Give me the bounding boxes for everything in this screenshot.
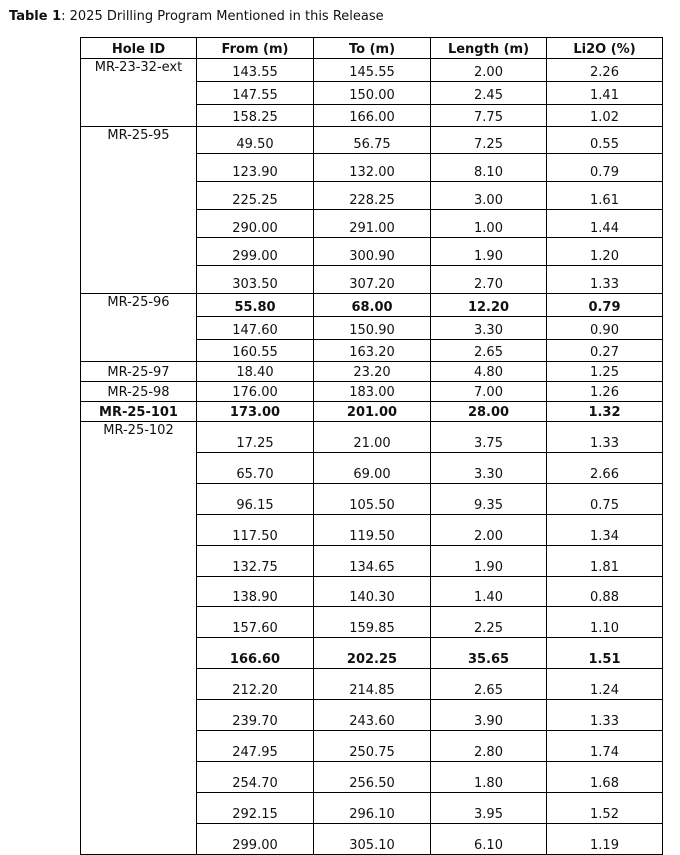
length-cell: 8.10 — [431, 154, 547, 182]
to-cell: 119.50 — [314, 515, 431, 546]
to-cell: 23.20 — [314, 362, 431, 382]
to-cell: 134.65 — [314, 546, 431, 577]
from-cell: 299.00 — [197, 824, 314, 855]
to-cell: 140.30 — [314, 577, 431, 607]
hole-id-cell: MR-25-95 — [81, 127, 197, 294]
hole-id-cell: MR-25-101 — [81, 402, 197, 422]
li2o-cell: 2.66 — [547, 453, 663, 484]
from-cell: 166.60 — [197, 638, 314, 669]
li2o-cell: 1.74 — [547, 731, 663, 762]
li2o-cell: 0.27 — [547, 340, 663, 362]
length-cell: 1.90 — [431, 238, 547, 266]
li2o-cell: 0.79 — [547, 294, 663, 317]
to-cell: 300.90 — [314, 238, 431, 266]
length-cell: 1.40 — [431, 577, 547, 607]
li2o-cell: 1.26 — [547, 382, 663, 402]
table-row — [81, 127, 663, 154]
li2o-cell: 1.52 — [547, 793, 663, 824]
from-cell: 212.20 — [197, 669, 314, 700]
length-cell: 2.00 — [431, 515, 547, 546]
li2o-cell: 1.61 — [547, 182, 663, 210]
li2o-cell: 1.02 — [547, 105, 663, 127]
li2o-cell: 0.55 — [547, 127, 663, 154]
li2o-cell: 1.32 — [547, 402, 663, 422]
length-cell: 3.30 — [431, 453, 547, 484]
header-from: From (m) — [197, 38, 314, 59]
length-cell: 4.80 — [431, 362, 547, 382]
li2o-cell: 1.33 — [547, 266, 663, 294]
from-cell: 290.00 — [197, 210, 314, 238]
to-cell: 202.25 — [314, 638, 431, 669]
hole-id-cell: MR-25-98 — [81, 382, 197, 402]
to-cell: 56.75 — [314, 127, 431, 154]
drilling-results-table — [80, 37, 663, 855]
to-cell: 250.75 — [314, 731, 431, 762]
from-cell: 132.75 — [197, 546, 314, 577]
from-cell: 138.90 — [197, 577, 314, 607]
li2o-cell: 1.25 — [547, 362, 663, 382]
to-cell: 68.00 — [314, 294, 431, 317]
li2o-cell: 1.44 — [547, 210, 663, 238]
from-cell: 96.15 — [197, 484, 314, 515]
from-cell: 158.25 — [197, 105, 314, 127]
from-cell: 55.80 — [197, 294, 314, 317]
table-row — [81, 382, 663, 402]
from-cell: 247.95 — [197, 731, 314, 762]
hole-id-cell: MR-25-102 — [81, 422, 197, 855]
length-cell: 2.70 — [431, 266, 547, 294]
to-cell: 150.90 — [314, 317, 431, 340]
to-cell: 163.20 — [314, 340, 431, 362]
length-cell: 7.25 — [431, 127, 547, 154]
length-cell: 1.90 — [431, 546, 547, 577]
from-cell: 239.70 — [197, 700, 314, 731]
to-cell: 243.60 — [314, 700, 431, 731]
li2o-cell: 0.79 — [547, 154, 663, 182]
li2o-cell: 1.20 — [547, 238, 663, 266]
from-cell: 18.40 — [197, 362, 314, 382]
from-cell: 160.55 — [197, 340, 314, 362]
to-cell: 291.00 — [314, 210, 431, 238]
li2o-cell: 1.41 — [547, 82, 663, 105]
length-cell: 12.20 — [431, 294, 547, 317]
length-cell: 3.00 — [431, 182, 547, 210]
from-cell: 65.70 — [197, 453, 314, 484]
table-header-row — [81, 38, 663, 59]
length-cell: 2.00 — [431, 59, 547, 82]
hole-id-cell: MR-23-32-ext — [81, 59, 197, 127]
to-cell: 166.00 — [314, 105, 431, 127]
length-cell: 2.65 — [431, 669, 547, 700]
table-row — [81, 422, 663, 453]
to-cell: 296.10 — [314, 793, 431, 824]
from-cell: 117.50 — [197, 515, 314, 546]
length-cell: 2.45 — [431, 82, 547, 105]
li2o-cell: 0.75 — [547, 484, 663, 515]
to-cell: 307.20 — [314, 266, 431, 294]
li2o-cell: 1.51 — [547, 638, 663, 669]
to-cell: 150.00 — [314, 82, 431, 105]
to-cell: 256.50 — [314, 762, 431, 793]
to-cell: 305.10 — [314, 824, 431, 855]
length-cell: 3.90 — [431, 700, 547, 731]
from-cell: 143.55 — [197, 59, 314, 82]
from-cell: 49.50 — [197, 127, 314, 154]
header-hole-id: Hole ID — [81, 38, 197, 59]
li2o-cell: 1.33 — [547, 422, 663, 453]
length-cell: 35.65 — [431, 638, 547, 669]
from-cell: 147.60 — [197, 317, 314, 340]
li2o-cell: 1.81 — [547, 546, 663, 577]
length-cell: 1.00 — [431, 210, 547, 238]
li2o-cell: 0.88 — [547, 577, 663, 607]
li2o-cell: 0.90 — [547, 317, 663, 340]
from-cell: 17.25 — [197, 422, 314, 453]
from-cell: 254.70 — [197, 762, 314, 793]
hole-id-cell: MR-25-97 — [81, 362, 197, 382]
li2o-cell: 1.33 — [547, 700, 663, 731]
from-cell: 157.60 — [197, 607, 314, 638]
from-cell: 299.00 — [197, 238, 314, 266]
table-caption — [9, 9, 384, 24]
li2o-cell: 1.24 — [547, 669, 663, 700]
length-cell: 3.75 — [431, 422, 547, 453]
from-cell: 303.50 — [197, 266, 314, 294]
table-row — [81, 402, 663, 422]
to-cell: 183.00 — [314, 382, 431, 402]
to-cell: 69.00 — [314, 453, 431, 484]
li2o-cell: 1.34 — [547, 515, 663, 546]
table-row — [81, 294, 663, 317]
from-cell: 173.00 — [197, 402, 314, 422]
table-row — [81, 362, 663, 382]
length-cell: 2.25 — [431, 607, 547, 638]
length-cell: 3.95 — [431, 793, 547, 824]
to-cell: 132.00 — [314, 154, 431, 182]
length-cell: 28.00 — [431, 402, 547, 422]
from-cell: 225.25 — [197, 182, 314, 210]
li2o-cell: 2.26 — [547, 59, 663, 82]
header-li2o: Li2O (%) — [547, 38, 663, 59]
length-cell: 2.80 — [431, 731, 547, 762]
length-cell: 7.00 — [431, 382, 547, 402]
from-cell: 292.15 — [197, 793, 314, 824]
to-cell: 21.00 — [314, 422, 431, 453]
header-to: To (m) — [314, 38, 431, 59]
to-cell: 105.50 — [314, 484, 431, 515]
table-caption-label: Table 1 — [9, 9, 62, 24]
to-cell: 201.00 — [314, 402, 431, 422]
length-cell: 3.30 — [431, 317, 547, 340]
to-cell: 145.55 — [314, 59, 431, 82]
length-cell: 7.75 — [431, 105, 547, 127]
header-length: Length (m) — [431, 38, 547, 59]
li2o-cell: 1.10 — [547, 607, 663, 638]
li2o-cell: 1.19 — [547, 824, 663, 855]
to-cell: 228.25 — [314, 182, 431, 210]
table-caption-text: : 2025 Drilling Program Mentioned in this Release — [61, 9, 384, 24]
length-cell: 2.65 — [431, 340, 547, 362]
to-cell: 214.85 — [314, 669, 431, 700]
length-cell: 6.10 — [431, 824, 547, 855]
length-cell: 1.80 — [431, 762, 547, 793]
from-cell: 147.55 — [197, 82, 314, 105]
to-cell: 159.85 — [314, 607, 431, 638]
table-row — [81, 59, 663, 82]
li2o-cell: 1.68 — [547, 762, 663, 793]
length-cell: 9.35 — [431, 484, 547, 515]
hole-id-cell: MR-25-96 — [81, 294, 197, 362]
from-cell: 176.00 — [197, 382, 314, 402]
from-cell: 123.90 — [197, 154, 314, 182]
